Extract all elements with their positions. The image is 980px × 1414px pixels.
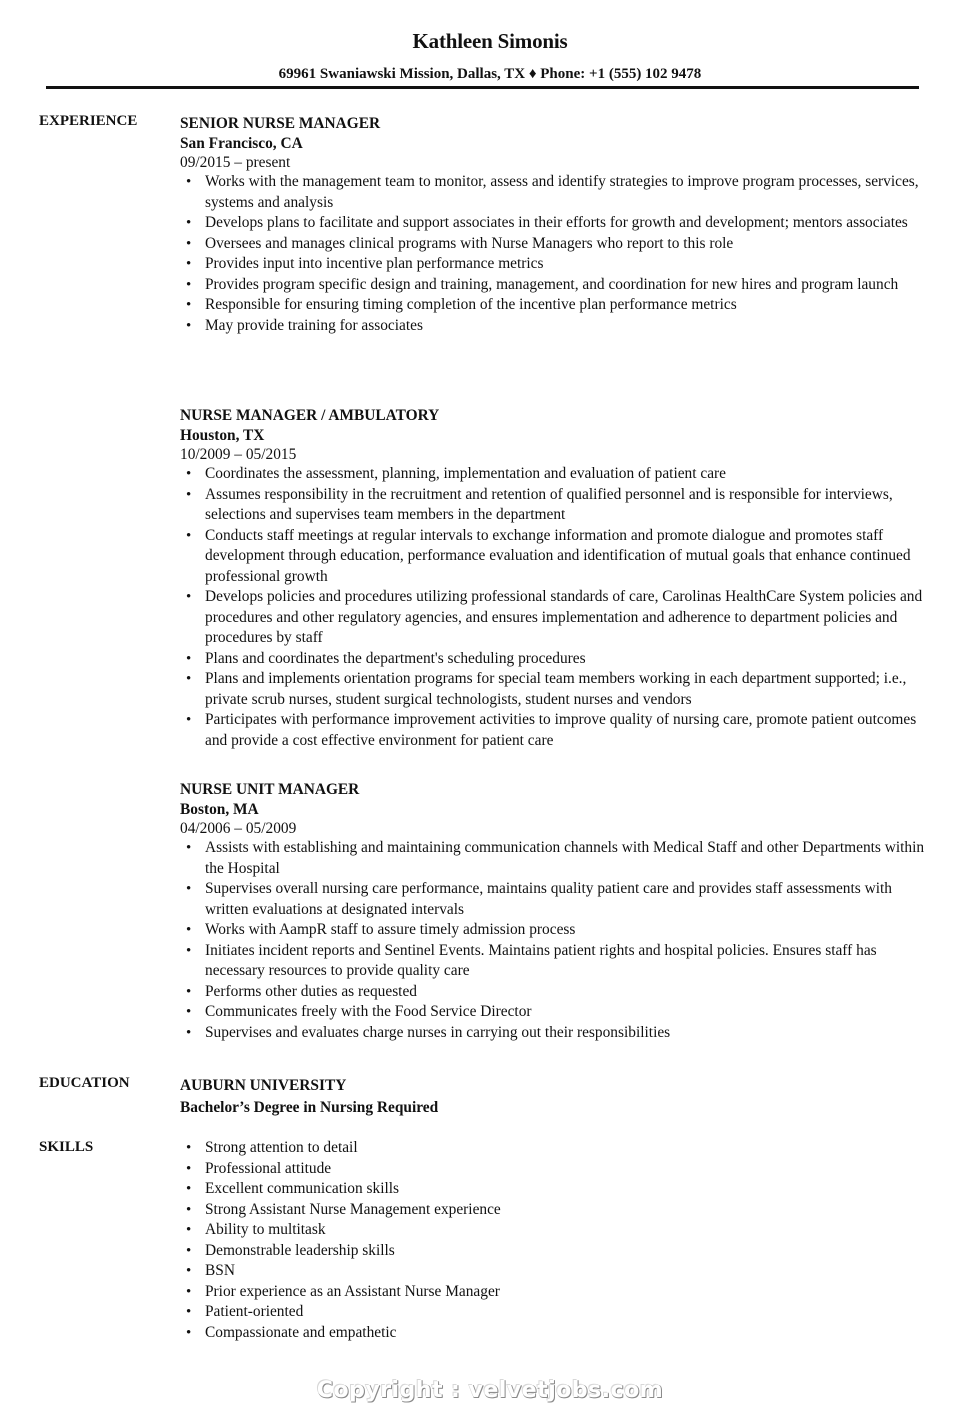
list-item: • Conducts staff meetings at regular intervals to exchange information and promote dialogue and promotes staff development through education, performance evaluation and identification of mutual goals that enhance continued professional growth: [180, 526, 925, 588]
job-entry-2: [180, 405, 925, 751]
job-location: Boston, MA: [180, 801, 259, 818]
list-item: • May provide training for associates: [180, 316, 925, 337]
copyright-watermark: Copyright : velvetjobs.com: [316, 1378, 664, 1403]
list-item: • Excellent communication skills: [180, 1179, 925, 1200]
list-item: • Patient-oriented: [180, 1302, 925, 1323]
job-location: San Francisco, CA: [180, 135, 303, 152]
section-label-skills: SKILLS: [39, 1139, 94, 1155]
list-item: • Assists with establishing and maintaining communication channels with Medical Staff and other Departments within the Hospital: [180, 838, 925, 879]
list-item: • Communicates freely with the Food Service Director: [180, 1002, 925, 1023]
list-item: • Plans and coordinates the department's scheduling procedures: [180, 649, 925, 670]
list-item: • Performs other duties as requested: [180, 982, 925, 1003]
list-item: • Supervises overall nursing care performance, maintains quality patient care and provides staff assessments with written evaluations at designated intervals: [180, 879, 925, 920]
job-dates: 04/2006 – 05/2009: [180, 820, 297, 837]
list-item: • Strong attention to detail: [180, 1138, 925, 1159]
list-item: • Provides input into incentive plan performance metrics: [180, 254, 925, 275]
section-label-experience: EXPERIENCE: [39, 113, 138, 129]
list-item: • Plans and implements orientation programs for special team members working in each department supported; i.e., private scrub nurses, student surgical technologists, student nurses and vendors: [180, 669, 925, 710]
list-item: • Strong Assistant Nurse Management experience: [180, 1200, 925, 1221]
skills-bullets: [180, 1138, 925, 1343]
list-item: • Works with the management team to monitor, assess and identify strategies to improve program processes, services, systems and analysis: [180, 172, 925, 213]
education-degree: Bachelor’s Degree in Nursing Required: [180, 1099, 439, 1116]
job-entry-3: [180, 779, 925, 1043]
list-item: • Professional attitude: [180, 1159, 925, 1180]
list-item: • Assumes responsibility in the recruitment and retention of qualified personnel and is responsible for interviews, selections and supervises team members in the department: [180, 485, 925, 526]
job-bullets: [180, 464, 925, 751]
job-bullets: [180, 172, 925, 336]
contact-info: 69961 Swaniawski Mission, Dallas, TX ♦ Phone: +1 (555) 102 9478: [278, 66, 702, 82]
list-item: • Supervises and evaluates charge nurses in carrying out their responsibilities: [180, 1023, 925, 1044]
list-item: • Coordinates the assessment, planning, implementation and evaluation of patient care: [180, 464, 925, 485]
section-label-education: EDUCATION: [39, 1075, 130, 1091]
list-item: • Develops plans to facilitate and support associates in their efforts for growth and development; mentors associates: [180, 213, 925, 234]
list-item: • Ability to multitask: [180, 1220, 925, 1241]
job-entry-1: [180, 113, 925, 336]
list-item: • Compassionate and empathetic: [180, 1323, 925, 1344]
job-title: NURSE UNIT MANAGER: [180, 781, 360, 798]
job-bullets: [180, 838, 925, 1043]
header-divider: [46, 86, 919, 89]
list-item: • Initiates incident reports and Sentinel Events. Maintains patient rights and hospital policies. Ensures staff has necessary resources to provide quality care: [180, 941, 925, 982]
list-item: • Demonstrable leadership skills: [180, 1241, 925, 1262]
list-item: • BSN: [180, 1261, 925, 1282]
job-dates: 09/2015 – present: [180, 154, 291, 171]
list-item: • Develops policies and procedures utilizing professional standards of care, Carolinas HealthCare System policies and procedures and other regulatory agencies, and ensures implementation and adherence to department policies and procedures by staff: [180, 587, 925, 649]
list-item: • Prior experience as an Assistant Nurse Manager: [180, 1282, 925, 1303]
education-school: AUBURN UNIVERSITY: [180, 1077, 347, 1094]
job-dates: 10/2009 – 05/2015: [180, 446, 297, 463]
education-entry: [180, 1075, 925, 1119]
skills-list: [180, 1138, 925, 1343]
candidate-name: Kathleen Simonis: [412, 29, 568, 53]
list-item: • Provides program specific design and training, management, and coordination for new hires and program launch: [180, 275, 925, 296]
list-item: • Participates with performance improvement activities to improve quality of nursing care, promote patient outcomes and provide a cost effective environment for patient care: [180, 710, 925, 751]
job-title: SENIOR NURSE MANAGER: [180, 115, 381, 132]
job-title: NURSE MANAGER / AMBULATORY: [180, 407, 440, 424]
list-item: • Responsible for ensuring timing completion of the incentive plan performance metrics: [180, 295, 925, 316]
list-item: • Works with AampR staff to assure timely admission process: [180, 920, 925, 941]
job-location: Houston, TX: [180, 427, 265, 444]
list-item: • Oversees and manages clinical programs with Nurse Managers who report to this role: [180, 234, 925, 255]
